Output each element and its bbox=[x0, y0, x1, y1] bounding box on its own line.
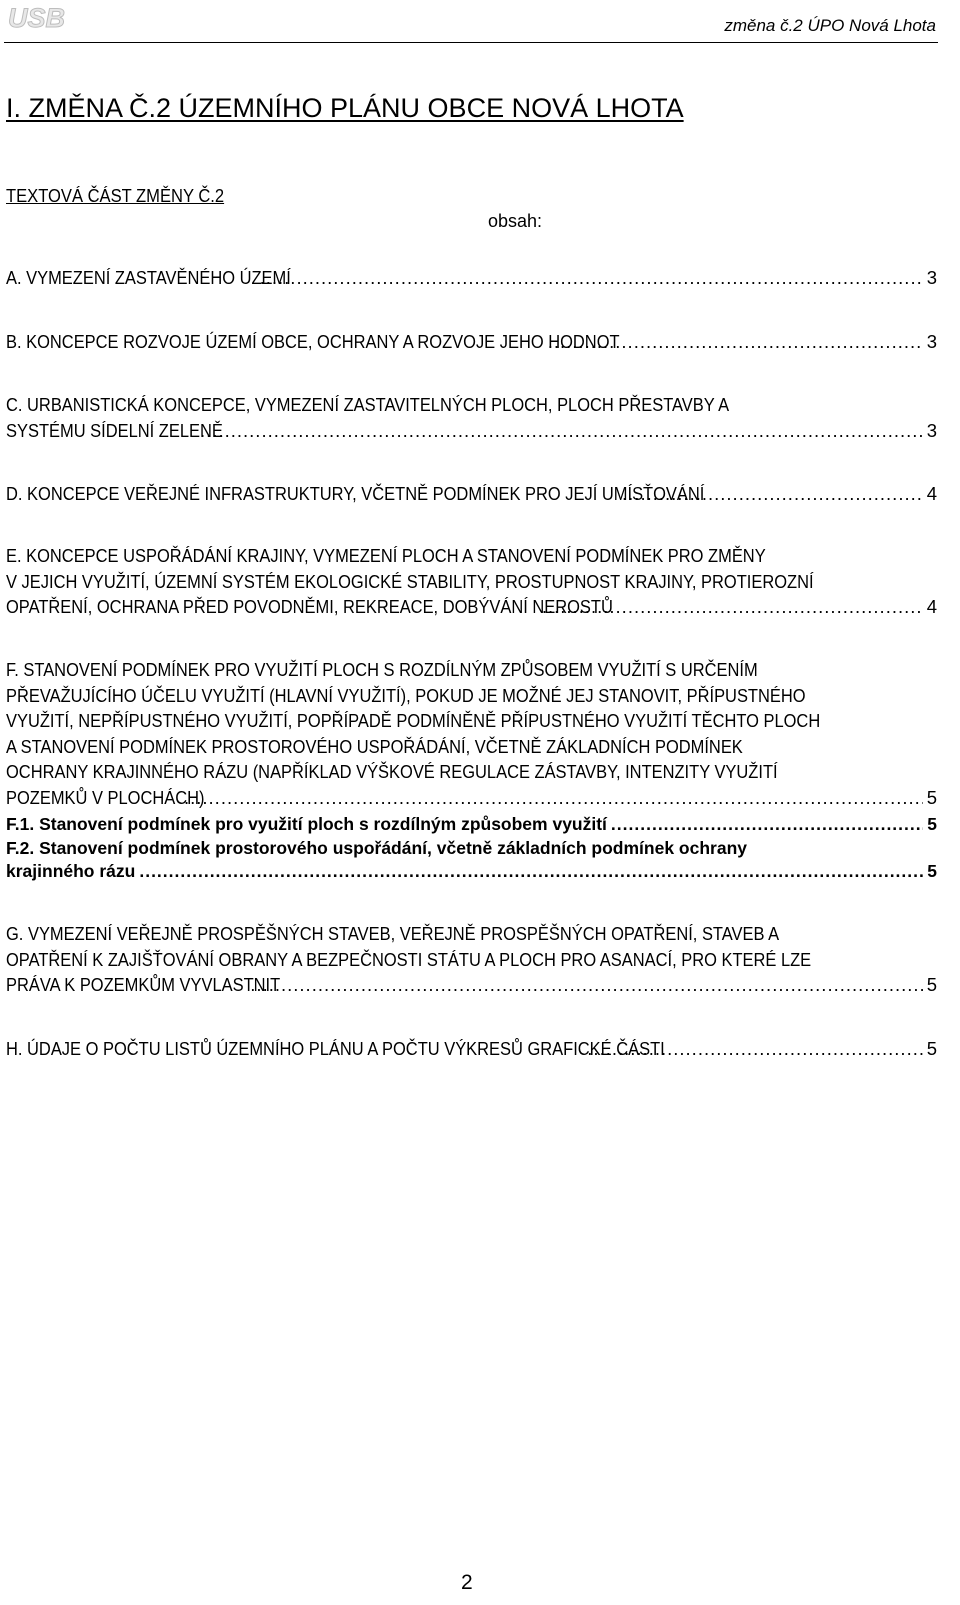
toc-page-number: 5 bbox=[926, 974, 937, 995]
toc-leader-dots bbox=[139, 860, 923, 883]
toc-entry-text: D. KONCEPCE VEŘEJNÉ INFRASTRUKTURY, VČETNĚ PODMÍNEK PRO JEJÍ UMÍSŤOVÁNÍ bbox=[6, 483, 705, 504]
toc-entry-text: krajinného rázu bbox=[6, 861, 136, 881]
toc-page-number: 3 bbox=[926, 419, 937, 441]
toc-entry-text: POZEMKŮ V PLOCHÁCH) bbox=[6, 786, 205, 808]
page-number: 2 bbox=[461, 1571, 473, 1594]
toc-entry-text: SYSTÉMU SÍDELNÍ ZELENĚ bbox=[6, 419, 223, 441]
toc-entry-text: PŘEVAŽUJÍCÍHO ÚČELU VYUŽITÍ (HLAVNÍ VYUŽITÍ), POKUD JE MOŽNÉ JEJ STANOVIT, PŘÍPUSTNÉHO bbox=[6, 684, 806, 706]
toc-entry-text: VYUŽITÍ, NEPŘÍPUSTNÉHO VYUŽITÍ, POPŘÍPADĚ PODMÍNĚNĚ PŘÍPUSTNÉHO VYUŽITÍ TĚCHTO PLOCH bbox=[6, 710, 821, 731]
toc-entry-text: OPATŘENÍ K ZAJIŠŤOVÁNÍ OBRANY A BEZPEČNOSTI STÁTU A PLOCH PRO ASANACÍ, PRO KTERÉ LZE bbox=[6, 948, 812, 970]
toc-entry-g[interactable] bbox=[6, 921, 937, 998]
toc-entry-a[interactable] bbox=[6, 265, 937, 291]
toc-entry-text: B. KONCEPCE ROZVOJE ÚZEMÍ OBCE, OCHRANY A ROZVOJE JEHO HODNOT bbox=[6, 331, 620, 352]
toc-entry-c[interactable] bbox=[6, 392, 937, 443]
toc-page-number: 3 bbox=[926, 267, 937, 288]
document-title: I. ZMĚNA Č.2 ÚZEMNÍHO PLÁNU OBCE NOVÁ LHOTA bbox=[6, 93, 684, 123]
toc-leader-dots bbox=[250, 972, 922, 998]
toc-entry-b[interactable] bbox=[6, 329, 937, 355]
toc-entry-text: A. VYMEZENÍ ZASTAVĚNÉHO ÚZEMÍ bbox=[6, 267, 291, 288]
toc-leader-dots bbox=[184, 785, 923, 811]
toc-entry-text: C. URBANISTICKÁ KONCEPCE, VYMEZENÍ ZASTAVITELNÝCH PLOCH, PLOCH PŘESTAVBY A bbox=[6, 394, 730, 415]
toc-page-number: 4 bbox=[926, 483, 937, 504]
toc-entry-f2[interactable] bbox=[6, 837, 937, 883]
toc-entry-f[interactable] bbox=[6, 657, 937, 810]
toc-entry-text: F.1. Stanovení podmínek pro využití ploch s rozdílným způsobem využití bbox=[6, 814, 607, 834]
toc-leader-dots bbox=[260, 265, 923, 291]
toc-entry-h[interactable] bbox=[6, 1036, 937, 1062]
toc-page-number: 5 bbox=[927, 861, 937, 881]
toc-entry-f1[interactable] bbox=[6, 813, 937, 836]
toc-entry-text: PRÁVA K POZEMKŮM VYVLASTNIT bbox=[6, 974, 281, 995]
toc-page-number: 5 bbox=[927, 814, 937, 834]
toc-entry-text: OCHRANY KRAJINNÉHO RÁZU (NAPŘÍKLAD VÝŠKOVÉ REGULACE ZÁSTAVBY, INTENZITY VYUŽITÍ bbox=[6, 761, 778, 782]
toc-entry-text: E. KONCEPCE USPOŘÁDÁNÍ KRAJINY, VYMEZENÍ PLOCH A STANOVENÍ PODMÍNEK PRO ZMĚNY bbox=[6, 545, 766, 566]
toc-page-number: 3 bbox=[926, 331, 937, 352]
toc-entry-text: OPATŘENÍ, OCHRANA PŘED POVODNĚMI, REKREACE, DOBÝVÁNÍ NEROSTŮ bbox=[6, 596, 613, 617]
toc-entry-text: A STANOVENÍ PODMÍNEK PROSTOROVÉHO USPOŘÁDÁNÍ, VČETNĚ ZÁKLADNÍCH PODMÍNEK bbox=[6, 735, 743, 757]
toc-entry-text: F. STANOVENÍ PODMÍNEK PRO VYUŽITÍ PLOCH S ROZDÍLNÝM ZPŮSOBEM VYUŽITÍ S URČENÍM bbox=[6, 659, 758, 680]
toc-entry-d[interactable] bbox=[6, 481, 937, 507]
toc-page-number: 5 bbox=[926, 786, 937, 808]
usb-logo bbox=[6, 2, 76, 32]
toc-page-number: 5 bbox=[926, 1038, 937, 1059]
svg-text:USB: USB bbox=[8, 3, 66, 32]
toc-entry-e[interactable] bbox=[6, 543, 937, 620]
toc-leader-dots bbox=[611, 813, 923, 836]
running-header: změna č.2 ÚPO Nová Lhota bbox=[724, 16, 936, 35]
toc-entry-text: G. VYMEZENÍ VEŘEJNĚ PROSPĚŠNÝCH STAVEB, VEŘEJNĚ PROSPĚŠNÝCH OPATŘENÍ, STAVEB A bbox=[6, 923, 780, 944]
toc-entry-text: F.2. Stanovení podmínek prostorového uspořádání, včetně základních podmínek ochrany bbox=[6, 838, 747, 858]
toc-page-number: 4 bbox=[926, 596, 937, 617]
toc-leader-dots bbox=[200, 418, 923, 444]
toc-entry-text: H. ÚDAJE O POČTU LISTŮ ÚZEMNÍHO PLÁNU A POČTU VÝKRESŮ GRAFICKÉ ČÁSTI bbox=[6, 1038, 665, 1059]
header-divider bbox=[4, 42, 938, 43]
section-subtitle: TEXTOVÁ ČÁST ZMĚNY Č.2 bbox=[6, 186, 225, 206]
toc-label: obsah: bbox=[488, 211, 543, 231]
toc-entry-text: V JEJICH VYUŽITÍ, ÚZEMNÍ SYSTÉM EKOLOGICKÉ STABILITY, PROSTUPNOST KRAJINY, PROTIEROZNÍ bbox=[6, 570, 814, 592]
